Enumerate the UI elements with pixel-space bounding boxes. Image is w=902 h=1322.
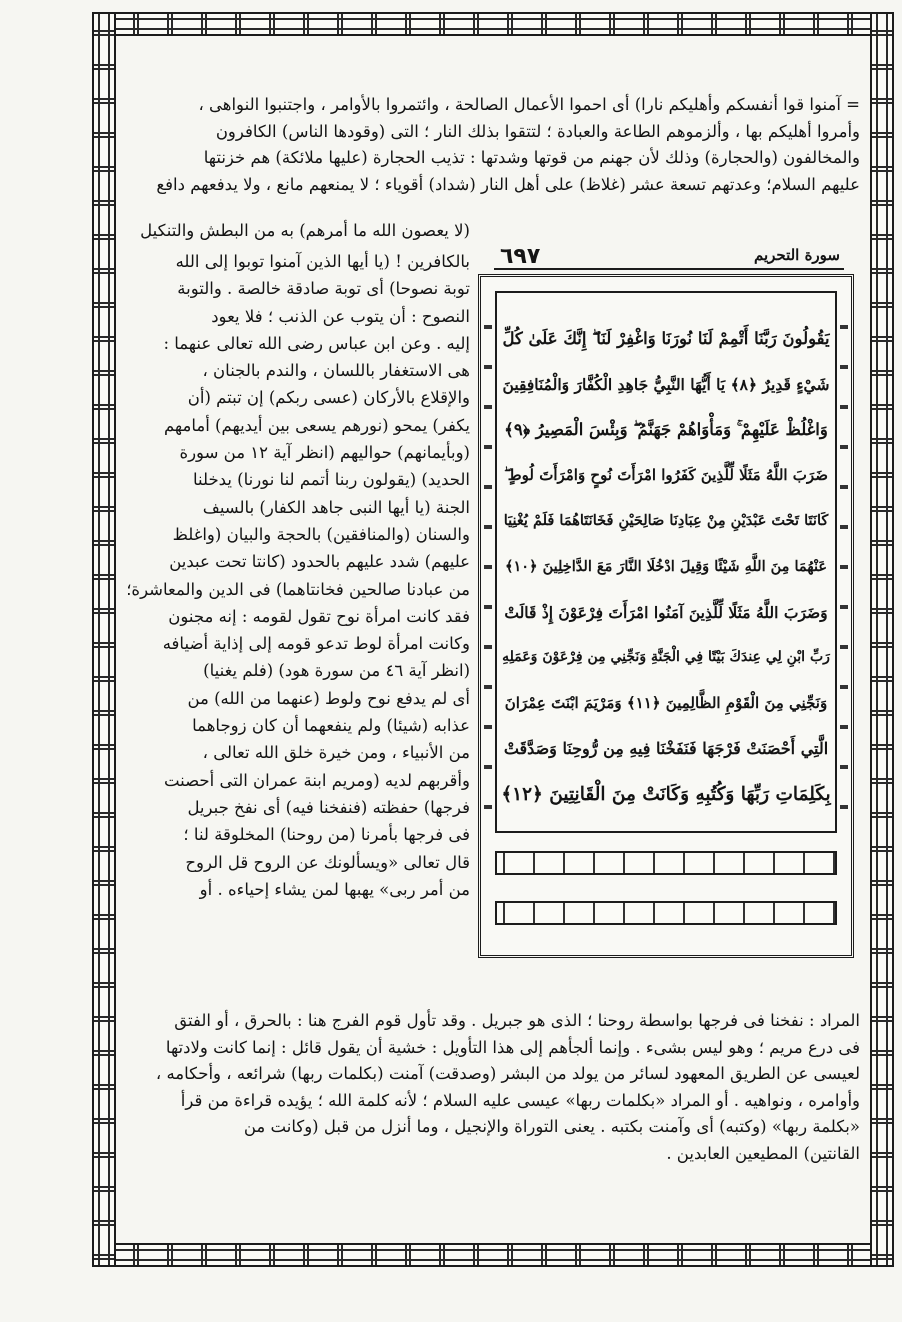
quran-verses: [500, 316, 832, 818]
commentary-line: من الأنبياء ، ومن خيرة خلق الله تعالى ،: [202, 743, 470, 763]
surah-header: سورة التحريم: [753, 246, 840, 264]
commentary-line: بالكافرين ! (يا أيها الذين آمنوا توبوا إلى الله: [175, 252, 470, 271]
bottom-border-ornament: [92, 1243, 894, 1267]
verse-line: ضَرَبَ اللَّهُ مَثَلًا لِّلَّذِينَ كَفَرُوا امْرَأَتَ نُوحٍ وَامْرَأَتَ لُوطٍ ۖ: [504, 465, 828, 484]
page-number: ٦٩٧: [500, 244, 541, 269]
commentary-line: فرجها) حفظته (فنفخنا فيه) أى نفخ جبريل: [187, 797, 470, 817]
commentary-top: [125, 92, 860, 198]
commentary-line: أى لم يدفع نوح ولوط (عنهما من الله) من: [187, 688, 470, 708]
quran-ornament-band: [495, 851, 837, 875]
commentary-line: المراد : نفخنا فى فرجها بواسطة روحنا ؛ الذى هو جبريل . وقد تأول قوم الفرج هنا : بالحرق ، أو الفتق: [174, 1011, 860, 1030]
commentary-line: (انظر آية ٤٦ من سورة هود) (فلم يغنيا): [203, 661, 470, 681]
quran-side-ornament-right: [840, 297, 848, 825]
commentary-line: والإقلاع بالأركان (عسى ربكم) إن تبتم (أن: [187, 388, 470, 408]
commentary-line: عليهم السلام؛ وعدتهم تسعة عشر (غلاظ) على أهل النار (شداد) أقوياء ؛ لا يمنعهم مانع ، ولا يدفعهم دافع: [156, 174, 860, 194]
commentary-line: القانتين) المطيعين العابدين .: [666, 1143, 860, 1163]
commentary-line: = آمنوا قوا أنفسكم وأهليكم نارا) أى احموا الأعمال الصالحة ، وائتمروا بالأوامر ، واجتنبوا النواهى ،: [198, 95, 860, 114]
commentary-line: «بكلمة ربها» (وكتبه) أى وآمنت بكتبه . يعنى التوراة والإنجيل ، وما أنزل من قبل (وكانت من: [243, 1117, 860, 1137]
commentary-line: قال تعالى «ويسألونك عن الروح قل الروح: [185, 852, 470, 872]
commentary-line: النصوح : أن يتوب عن الذنب ؛ فلا يعود: [211, 306, 470, 326]
commentary-line: الجنة (يا أيها النبى جاهد الكفار) بالسيف: [202, 497, 470, 517]
commentary-line: لعيسى عن الطريق المعهود لسائر من يولد من البشر (وصدقت) آمنت (بكلمات ربها) شرائعه ، وأحكامه ،: [155, 1064, 860, 1084]
right-border-ornament: [870, 12, 894, 1267]
commentary-line: فى فرجها بأمرنا (من روحنا) المخلوقة لنا ؛: [183, 825, 470, 845]
verse-line: وَاغْلُظْ عَلَيْهِمْ ۚ وَمَأْوَاهُمْ جَهَنَّمُ ۖ وَبِئْسَ الْمَصِيرُ ﴿٩﴾: [504, 420, 828, 440]
commentary-line: الحديد) (يقولون ربنا أتمم لنا نورنا) يدخلنا: [192, 470, 470, 490]
verse-line: كَانَتَا تَحْتَ عَبْدَيْنِ مِنْ عِبَادِنَا صَالِحَيْنِ فَخَانَتَاهُمَا فَلَمْ يُغْنِيَا: [503, 512, 829, 530]
commentary-line: من أمر ربى» يهبها لمن يشاء إحياءه . أو: [199, 879, 470, 899]
commentary-line: من عبادنا صالحين فخانتاهما) فى الدين والمعاشرة؛: [126, 579, 470, 599]
verse-line: وَضَرَبَ اللَّهُ مَثَلًا لِّلَّذِينَ آمَنُوا امْرَأَتَ فِرْعَوْنَ إِذْ قَالَتْ: [504, 602, 828, 622]
commentary-line: وأوامره ، ونواهيه . أو المراد «بكلمات ربها» عيسى عليه السلام ؛ لأنه كلمة الله ؛ يؤيده قراءة من قرأ: [180, 1090, 860, 1110]
verse-line: شَيْءٍ قَدِيرٌ ﴿٨﴾ يَا أَيُّهَا النَّبِيُّ جَاهِدِ الْكُفَّارَ وَالْمُنَافِقِينَ: [502, 374, 830, 394]
top-border-ornament: [92, 12, 894, 36]
quran-ornament-band: [495, 901, 837, 925]
quran-side-ornament-left: [484, 297, 492, 825]
commentary-line: وأمروا أهليكم بها ، وألزموهم الطاعة والعبادة ؛ لتتقوا بذلك النار ؛ التى (وقودها الناس) الكافرون: [215, 121, 860, 141]
header-rule: [494, 268, 844, 270]
commentary-line: هى الاستغفار باللسان ، والندم بالجنان ،: [202, 361, 470, 381]
commentary-column: [125, 248, 470, 903]
verse-line: عَنْهُمَا مِنَ اللَّهِ شَيْئًا وَقِيلَ ادْخُلَا النَّارَ مَعَ الدَّاخِلِينَ ﴿١٠﴾: [504, 557, 828, 575]
commentary-line: والمخالفون (والحجارة) وذلك لأن جهنم من قوتها وشدتها : تذيب الحجارة (عليها ملائكة) هم خزنتها: [203, 148, 860, 168]
commentary-line: عليهم) شدد عليهم بالحدود (كانتا تحت عبدين: [169, 552, 470, 572]
commentary-line: إليه . وعن ابن عباس رضى الله تعالى عنهما :: [163, 333, 470, 353]
commentary-line: يكفر) يمحو (نورهم يسعى بين أيديهم) أمامهم: [163, 415, 470, 435]
commentary-line: توبة نصوحا) أى توبة صادقة خالصة . والتوبة: [177, 279, 470, 299]
verse-line: يَقُولُونَ رَبَّنَا أَتْمِمْ لَنَا نُورَنَا وَاغْفِرْ لَنَا ۖ إِنَّكَ عَلَىٰ كُلِّ: [502, 329, 830, 348]
commentary-top-last-line: [125, 218, 470, 245]
verse-line: رَبِّ ابْنِ لِي عِندَكَ بَيْتًا فِي الْجَنَّةِ وَنَجِّنِي مِن فِرْعَوْنَ وَعَمَلِهِ: [502, 649, 830, 666]
commentary-line: (وبأيمانهم) حواليهم (انظر آية ١٢ من سورة: [179, 443, 470, 463]
commentary-line: وكانت امرأة لوط تدعو قومه إلى إذاية أضيافه: [162, 634, 470, 654]
verse-line: الَّتِي أَحْصَنَتْ فَرْجَهَا فَنَفَخْنَا فِيهِ مِن رُّوحِنَا وَصَدَّقَتْ: [503, 739, 829, 759]
commentary-line: فقد كانت امرأة نوح تقول لقومه : إنه مجنون: [168, 606, 470, 626]
commentary-bottom: [125, 1008, 860, 1168]
commentary-line: فى درع مريم ؛ وهو ليس بشىء . وإنما ألجأهم إلى هذا التأويل : خشية أن يقول قائل : إنما كانت ولادتها: [165, 1037, 860, 1057]
left-border-ornament: [92, 12, 116, 1267]
commentary-line: والسنان (والمنافقين) بالحجة والبيان (واغلظ: [172, 524, 470, 544]
commentary-line: وأقربهم لديه (ومريم ابنة عمران التى أحصنت: [163, 770, 470, 790]
verse-line: وَنَجِّنِي مِنَ الْقَوْمِ الظَّالِمِينَ ﴿١١﴾ وَمَرْيَمَ ابْنَتَ عِمْرَانَ: [504, 693, 828, 712]
commentary-line: (لا يعصون الله ما أمرهم) به من البطش والتنكيل: [140, 221, 470, 240]
commentary-line: عذابه (شيئا) ولم ينفعهما أن كان زوجاهما: [192, 716, 470, 736]
verse-line: بِكَلِمَاتِ رَبِّهَا وَكُتُبِهِ وَكَانَتْ مِنَ الْقَانِتِينَ ﴿١٢﴾: [501, 783, 831, 805]
